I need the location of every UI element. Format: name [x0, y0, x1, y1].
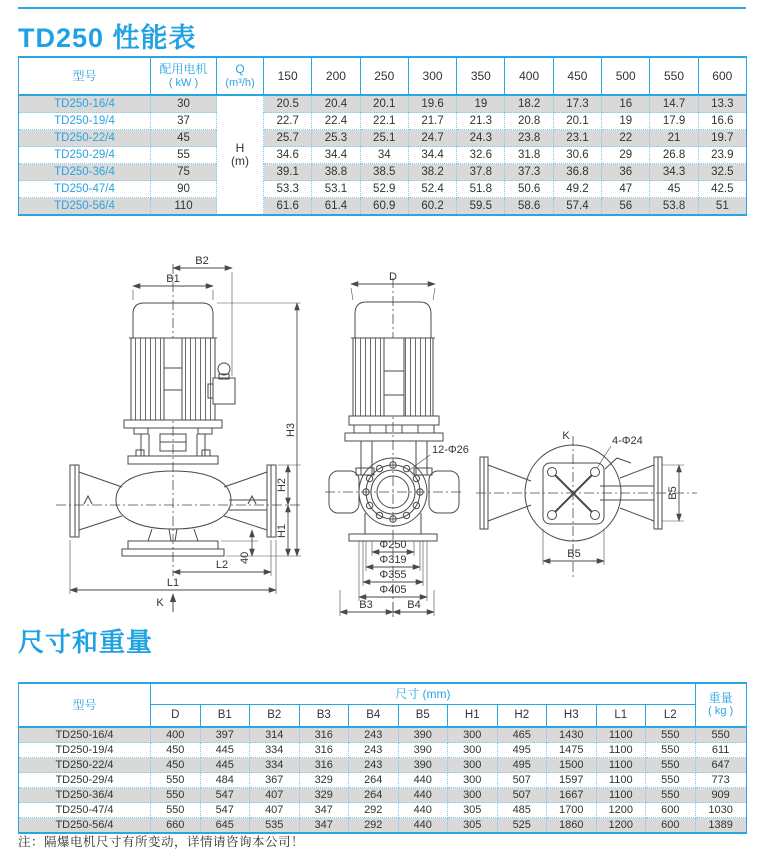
motor-header-line2: ( kW ) — [168, 77, 199, 89]
dim-value-cell: 347 — [299, 818, 349, 834]
head-value-cell: 34 — [360, 147, 408, 164]
dim-value-cell: 485 — [497, 803, 547, 818]
dim-label-dia405: Φ405 — [379, 584, 407, 596]
dim-value-cell: 264 — [349, 788, 399, 803]
dim-label-b1: B1 — [166, 273, 180, 285]
head-value-cell: 56 — [602, 198, 650, 216]
dim-value-cell: 305 — [448, 818, 498, 834]
head-value-cell: 53.8 — [650, 198, 698, 216]
dim-value-cell: 547 — [200, 788, 250, 803]
head-value-cell: 34.6 — [264, 147, 312, 164]
dimensions-row — [19, 818, 747, 834]
head-value-cell: 14.7 — [650, 95, 698, 113]
dim-label-h1: H1 — [276, 523, 288, 539]
head-value-cell: 29 — [602, 147, 650, 164]
dim-value-cell: 316 — [299, 758, 349, 773]
dim-value-cell: 484 — [200, 773, 250, 788]
top-rule — [18, 7, 746, 9]
dimensions-title: 尺寸和重量 — [18, 627, 154, 657]
dim-value-cell: 550 — [695, 727, 746, 743]
dim-value-cell: 1100 — [596, 743, 646, 758]
head-value-cell: 22 — [602, 130, 650, 147]
dim-value-cell: 550 — [646, 758, 696, 773]
head-value-cell: 20.4 — [312, 95, 360, 113]
head-value-cell: 13.3 — [698, 95, 746, 113]
dimensions-group-header-row — [19, 683, 747, 705]
dim-value-cell: 407 — [250, 788, 300, 803]
dim-value-cell: 440 — [398, 803, 448, 818]
head-value-cell: 20.5 — [264, 95, 312, 113]
model-cell: TD250-29/4 — [19, 773, 151, 788]
model-cell: TD250-29/4 — [19, 147, 151, 164]
dim-value-cell: 507 — [497, 773, 547, 788]
head-value-cell: 51 — [698, 198, 746, 216]
dim-value-cell: 390 — [398, 758, 448, 773]
view-label-k2: K — [562, 430, 570, 442]
head-value-cell: 59.5 — [457, 198, 505, 216]
dim-value-cell: 645 — [200, 818, 250, 834]
weight-header-line1: 重量 — [708, 691, 733, 705]
head-value-cell: 38.8 — [312, 164, 360, 181]
kw-cell: 45 — [151, 130, 217, 147]
dim-value-cell: 314 — [250, 727, 300, 743]
dim-value-cell: 550 — [646, 727, 696, 743]
model-cell: TD250-22/4 — [19, 758, 151, 773]
head-value-cell: 22.1 — [360, 113, 408, 130]
head-value-cell: 32.5 — [698, 164, 746, 181]
performance-row — [19, 113, 747, 130]
motor-header-line1: 配用电机 — [159, 62, 208, 76]
dim-value-cell: 300 — [448, 727, 498, 743]
head-value-cell: 24.3 — [457, 130, 505, 147]
dim-value-cell: 445 — [200, 743, 250, 758]
col-header-flow: 400 — [505, 57, 553, 95]
col-header-dim: B2 — [250, 705, 300, 728]
model-cell: TD250-47/4 — [19, 181, 151, 198]
col-header-weight — [695, 683, 746, 727]
dim-value-cell: 550 — [151, 773, 201, 788]
dim-value-cell: 407 — [250, 803, 300, 818]
kw-cell: 55 — [151, 147, 217, 164]
dim-value-cell: 450 — [151, 758, 201, 773]
page-title: TD250 性能表 — [18, 23, 197, 53]
head-value-cell: 49.2 — [553, 181, 601, 198]
dim-value-cell: 525 — [497, 818, 547, 834]
dim-value-cell: 264 — [349, 773, 399, 788]
performance-row — [19, 147, 747, 164]
head-value-cell: 19 — [602, 113, 650, 130]
dim-value-cell: 1389 — [695, 818, 746, 834]
dim-value-cell: 440 — [398, 788, 448, 803]
col-header-flow: 250 — [360, 57, 408, 95]
dimensions-row — [19, 727, 747, 743]
q-header-line2: (m³/h) — [225, 77, 255, 89]
dim-label-dia250: Φ250 — [379, 539, 407, 551]
head-value-cell: 50.6 — [505, 181, 553, 198]
dim-value-cell: 316 — [299, 727, 349, 743]
dim-value-cell: 535 — [250, 818, 300, 834]
head-value-cell: 53.1 — [312, 181, 360, 198]
head-value-cell: 17.3 — [553, 95, 601, 113]
head-value-cell: 58.6 — [505, 198, 553, 216]
dim-label-l1: L1 — [166, 577, 180, 589]
head-value-cell: 52.9 — [360, 181, 408, 198]
pump-front-view-drawing — [325, 271, 469, 618]
dim-label-40: 40 — [239, 551, 251, 564]
dim-value-cell: 445 — [200, 758, 250, 773]
col-header-model: 型号 — [19, 57, 151, 95]
model-cell: TD250-19/4 — [19, 113, 151, 130]
dim-value-cell: 300 — [448, 743, 498, 758]
col-header-dim: L2 — [646, 705, 696, 728]
head-value-cell: 52.4 — [408, 181, 456, 198]
pump-side-view-drawing — [56, 255, 302, 612]
dim-value-cell: 547 — [200, 803, 250, 818]
head-value-cell: 19.6 — [408, 95, 456, 113]
performance-row — [19, 95, 747, 113]
pump-plan-view-drawing — [476, 430, 697, 578]
dim-value-cell: 334 — [250, 743, 300, 758]
dim-value-cell: 495 — [497, 743, 547, 758]
col-header-dim: B5 — [398, 705, 448, 728]
dim-value-cell: 292 — [349, 818, 399, 834]
col-header-dim: H3 — [547, 705, 597, 728]
bolt-note-4: 4-Φ24 — [612, 435, 643, 447]
weight-header-line2: ( kg ) — [708, 705, 734, 717]
dim-value-cell: 1430 — [547, 727, 597, 743]
dim-value-cell: 1100 — [596, 788, 646, 803]
dim-label-dia355: Φ355 — [379, 569, 407, 581]
col-header-flow: 600 — [698, 57, 746, 95]
head-value-cell: 60.2 — [408, 198, 456, 216]
head-value-cell: 53.3 — [264, 181, 312, 198]
dim-value-cell: 495 — [497, 758, 547, 773]
head-value-cell: 47 — [602, 181, 650, 198]
dimensions-row — [19, 773, 747, 788]
head-value-cell: 34.4 — [408, 147, 456, 164]
dim-value-cell: 550 — [646, 773, 696, 788]
head-value-cell: 21.7 — [408, 113, 456, 130]
col-header-motor — [151, 57, 217, 95]
dim-value-cell: 647 — [695, 758, 746, 773]
dim-value-cell: 550 — [151, 788, 201, 803]
head-value-cell: 61.6 — [264, 198, 312, 216]
kw-cell: 37 — [151, 113, 217, 130]
dim-value-cell: 773 — [695, 773, 746, 788]
dim-value-cell: 390 — [398, 743, 448, 758]
model-cell: TD250-16/4 — [19, 95, 151, 113]
performance-table-body — [19, 95, 747, 215]
dim-value-cell: 1500 — [547, 758, 597, 773]
head-value-cell: 17.9 — [650, 113, 698, 130]
dim-value-cell: 243 — [349, 743, 399, 758]
head-value-cell: 20.1 — [360, 95, 408, 113]
col-header-dim: B1 — [200, 705, 250, 728]
head-value-cell: 16.6 — [698, 113, 746, 130]
head-value-cell: 34.4 — [312, 147, 360, 164]
head-value-cell: 39.1 — [264, 164, 312, 181]
dim-label-d: D — [389, 271, 397, 283]
dim-label-b5-bottom: B5 — [567, 548, 581, 560]
col-header-flow: 500 — [602, 57, 650, 95]
h-unit-line2: (m) — [231, 154, 249, 168]
pump-drawings — [0, 238, 764, 624]
dim-label-dia319: Φ319 — [379, 554, 407, 566]
model-cell: TD250-19/4 — [19, 743, 151, 758]
dim-value-cell: 600 — [646, 803, 696, 818]
dim-value-cell: 1475 — [547, 743, 597, 758]
head-value-cell: 25.7 — [264, 130, 312, 147]
dim-label-b2: B2 — [195, 255, 209, 267]
col-header-model2: 型号 — [19, 683, 151, 727]
dim-value-cell: 1597 — [547, 773, 597, 788]
dim-value-cell: 300 — [448, 758, 498, 773]
dim-value-cell: 440 — [398, 773, 448, 788]
h-unit-cell — [217, 95, 264, 215]
dim-value-cell: 507 — [497, 788, 547, 803]
head-value-cell: 19.7 — [698, 130, 746, 147]
dim-label-b3: B3 — [359, 599, 373, 611]
head-value-cell: 36 — [602, 164, 650, 181]
dimensions-table — [18, 682, 747, 834]
h-unit-line1: H — [235, 141, 245, 155]
head-value-cell: 16 — [602, 95, 650, 113]
head-value-cell: 60.9 — [360, 198, 408, 216]
head-value-cell: 34.3 — [650, 164, 698, 181]
dimensions-row — [19, 743, 747, 758]
dim-value-cell: 611 — [695, 743, 746, 758]
head-value-cell: 20.1 — [553, 113, 601, 130]
model-cell: TD250-16/4 — [19, 727, 151, 743]
head-value-cell: 36.8 — [553, 164, 601, 181]
col-header-dim: H1 — [448, 705, 498, 728]
head-value-cell: 23.9 — [698, 147, 746, 164]
performance-row — [19, 181, 747, 198]
head-value-cell: 51.8 — [457, 181, 505, 198]
col-header-flow: 350 — [457, 57, 505, 95]
dim-value-cell: 1860 — [547, 818, 597, 834]
bolt-note-12: 12-Φ26 — [432, 444, 469, 456]
head-value-cell: 24.7 — [408, 130, 456, 147]
dim-value-cell: 400 — [151, 727, 201, 743]
head-value-cell: 20.8 — [505, 113, 553, 130]
model-cell: TD250-56/4 — [19, 198, 151, 216]
head-value-cell: 31.8 — [505, 147, 553, 164]
dim-value-cell: 550 — [646, 743, 696, 758]
dim-value-cell: 909 — [695, 788, 746, 803]
head-value-cell: 26.8 — [650, 147, 698, 164]
performance-row — [19, 164, 747, 181]
dim-label-b4: B4 — [407, 599, 421, 611]
q-header-line1: Q — [235, 62, 245, 76]
dim-value-cell: 367 — [250, 773, 300, 788]
head-value-cell: 19 — [457, 95, 505, 113]
head-value-cell: 61.4 — [312, 198, 360, 216]
dim-value-cell: 316 — [299, 743, 349, 758]
col-header-flow: 150 — [264, 57, 312, 95]
head-value-cell: 37.8 — [457, 164, 505, 181]
dim-value-cell: 1200 — [596, 818, 646, 834]
col-header-dim: B3 — [299, 705, 349, 728]
kw-cell: 110 — [151, 198, 217, 216]
size-group-header: 尺寸 (mm) — [151, 683, 696, 705]
dimensions-row — [19, 803, 747, 818]
head-value-cell: 42.5 — [698, 181, 746, 198]
dim-label-h3: H3 — [285, 422, 297, 438]
dim-value-cell: 243 — [349, 758, 399, 773]
performance-header-row — [19, 57, 747, 95]
dim-value-cell: 660 — [151, 818, 201, 834]
head-value-cell: 30.6 — [553, 147, 601, 164]
col-header-dim: H2 — [497, 705, 547, 728]
dim-value-cell: 465 — [497, 727, 547, 743]
col-header-dim: L1 — [596, 705, 646, 728]
dim-value-cell: 1700 — [547, 803, 597, 818]
dim-value-cell: 329 — [299, 788, 349, 803]
dim-value-cell: 334 — [250, 758, 300, 773]
head-value-cell: 25.1 — [360, 130, 408, 147]
head-value-cell: 25.3 — [312, 130, 360, 147]
head-value-cell: 23.1 — [553, 130, 601, 147]
dim-label-l2: L2 — [215, 559, 229, 571]
head-value-cell: 38.5 — [360, 164, 408, 181]
dim-value-cell: 1667 — [547, 788, 597, 803]
col-header-q — [217, 57, 264, 95]
dim-value-cell: 390 — [398, 727, 448, 743]
dim-value-cell: 300 — [448, 773, 498, 788]
head-value-cell: 18.2 — [505, 95, 553, 113]
model-cell: TD250-56/4 — [19, 818, 151, 834]
kw-cell: 75 — [151, 164, 217, 181]
performance-table — [18, 56, 747, 216]
model-cell: TD250-36/4 — [19, 164, 151, 181]
dim-value-cell: 300 — [448, 788, 498, 803]
head-value-cell: 22.4 — [312, 113, 360, 130]
dim-value-cell: 397 — [200, 727, 250, 743]
dim-value-cell: 305 — [448, 803, 498, 818]
head-value-cell: 37.3 — [505, 164, 553, 181]
view-label-k: K — [156, 597, 164, 609]
head-value-cell: 38.2 — [408, 164, 456, 181]
model-cell: TD250-47/4 — [19, 803, 151, 818]
performance-row — [19, 130, 747, 147]
dim-label-h2: H2 — [276, 477, 288, 493]
dim-value-cell: 600 — [646, 818, 696, 834]
dimensions-row — [19, 788, 747, 803]
dim-value-cell: 450 — [151, 743, 201, 758]
dim-value-cell: 1100 — [596, 773, 646, 788]
model-cell: TD250-22/4 — [19, 130, 151, 147]
dim-label-b5-right: B5 — [667, 486, 679, 500]
dim-value-cell: 243 — [349, 727, 399, 743]
col-header-flow: 550 — [650, 57, 698, 95]
head-value-cell: 21 — [650, 130, 698, 147]
footnote: 注：隔爆电机尺寸有所变动，详情请咨询本公司！ — [18, 835, 305, 849]
kw-cell: 30 — [151, 95, 217, 113]
col-header-dim: D — [151, 705, 201, 728]
col-header-flow: 450 — [553, 57, 601, 95]
dim-value-cell: 1100 — [596, 758, 646, 773]
col-header-flow: 200 — [312, 57, 360, 95]
dim-value-cell: 329 — [299, 773, 349, 788]
dimensions-row — [19, 758, 747, 773]
head-value-cell: 45 — [650, 181, 698, 198]
model-cell: TD250-36/4 — [19, 788, 151, 803]
dim-value-cell: 550 — [646, 788, 696, 803]
dimensions-table-body — [19, 727, 747, 833]
dim-value-cell: 1030 — [695, 803, 746, 818]
performance-row — [19, 198, 747, 216]
head-value-cell: 32.6 — [457, 147, 505, 164]
head-value-cell: 57.4 — [553, 198, 601, 216]
kw-cell: 90 — [151, 181, 217, 198]
head-value-cell: 22.7 — [264, 113, 312, 130]
dim-value-cell: 1200 — [596, 803, 646, 818]
dim-value-cell: 550 — [151, 803, 201, 818]
col-header-flow: 300 — [408, 57, 456, 95]
head-value-cell: 21.3 — [457, 113, 505, 130]
col-header-dim: B4 — [349, 705, 399, 728]
dim-value-cell: 440 — [398, 818, 448, 834]
dim-value-cell: 1100 — [596, 727, 646, 743]
dim-value-cell: 347 — [299, 803, 349, 818]
dim-value-cell: 292 — [349, 803, 399, 818]
head-value-cell: 23.8 — [505, 130, 553, 147]
